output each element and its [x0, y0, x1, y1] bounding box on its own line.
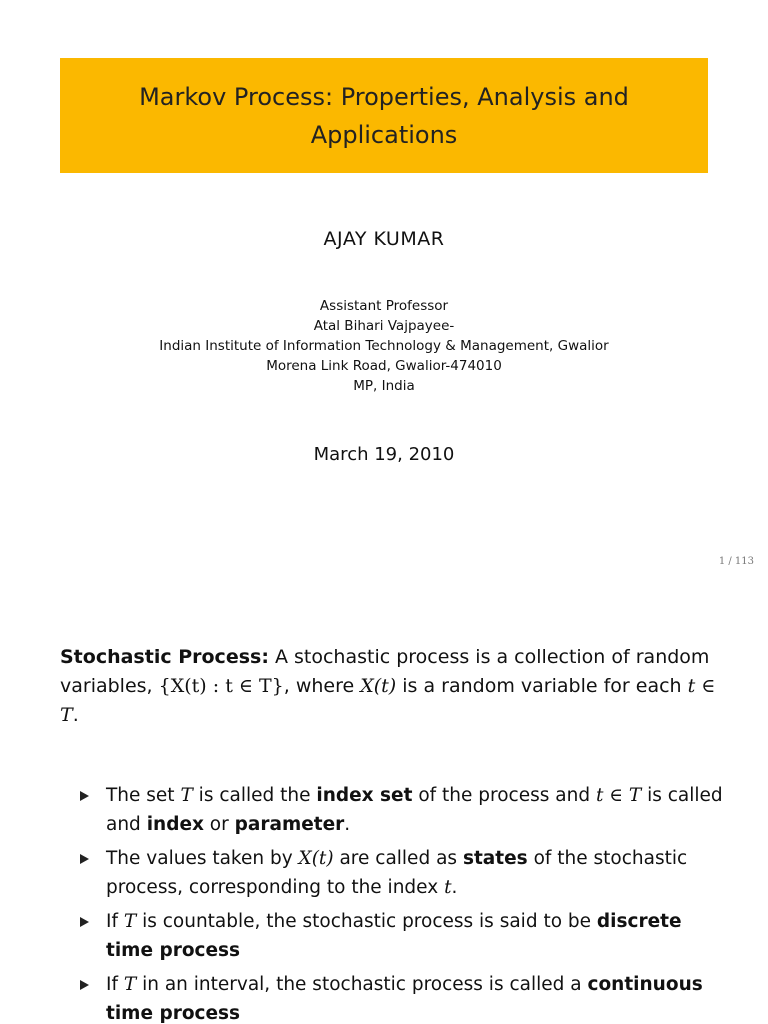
- affiliation-line: Atal Bihari Vajpayee-: [313, 318, 455, 334]
- title-banner: [60, 58, 708, 173]
- bullet-text: is called and: [106, 785, 723, 835]
- bullet-list: [78, 781, 728, 1024]
- affiliation-line: MP, India: [353, 378, 415, 394]
- definition-text: A stochastic process is a collection of random variables,: [60, 646, 710, 697]
- bold-term: parameter: [234, 814, 345, 835]
- math-expression: {X(t) : t ∈ T}: [158, 675, 284, 697]
- affiliation-line: Assistant Professor: [319, 298, 449, 314]
- math-expression: t ∈ T: [595, 785, 642, 806]
- definition-text: is a random variable for each: [396, 675, 688, 697]
- triangle-bullet-icon: [80, 791, 89, 801]
- bullet-item: [78, 781, 728, 839]
- math-expression: t: [444, 877, 452, 898]
- slide-title: Markov Process: Properties, Analysis and Applications: [139, 82, 629, 149]
- bullet-item: [78, 970, 728, 1024]
- bold-term: index set: [316, 785, 413, 806]
- definition-text: .: [72, 704, 79, 726]
- bold-term: states: [462, 848, 528, 869]
- bullet-text: .: [451, 877, 458, 898]
- math-expression: X(t): [298, 848, 334, 869]
- affiliation-line: Indian Institute of Information Technology & Management, Gwalior: [159, 338, 609, 354]
- bullet-text: If: [106, 911, 124, 932]
- bullet-text: or: [203, 814, 235, 835]
- math-expression: T: [123, 974, 137, 995]
- bullet-text: is called the: [192, 785, 317, 806]
- math-expression: t ∈ T: [60, 675, 716, 726]
- math-expression: T: [123, 911, 137, 932]
- page-number: 1 / 113: [718, 556, 754, 567]
- triangle-bullet-icon: [80, 980, 89, 990]
- math-expression: T: [180, 785, 193, 806]
- bullet-text: of the process and: [412, 785, 596, 806]
- bullet-text: .: [344, 814, 351, 835]
- bold-term: continuous time process: [106, 974, 703, 1024]
- author-name: AJAY KUMAR: [323, 228, 445, 250]
- bullet-text: of the stochastic process, corresponding to the index: [106, 848, 688, 898]
- bold-term: index: [146, 814, 204, 835]
- presentation-date: March 19, 2010: [313, 444, 455, 465]
- definition-slide: [0, 590, 768, 1024]
- affiliation-block: [0, 296, 768, 396]
- bullet-text: in an interval, the stochastic process is called a: [136, 974, 588, 995]
- bullet-text: The values taken by: [106, 848, 299, 869]
- triangle-bullet-icon: [80, 917, 89, 927]
- affiliation-line: Morena Link Road, Gwalior-474010: [266, 358, 502, 374]
- definition-paragraph: [60, 643, 720, 730]
- math-expression: X(t): [360, 675, 397, 697]
- bullet-item: [78, 907, 728, 965]
- definition-term: Stochastic Process:: [60, 646, 269, 668]
- bold-term: discrete time process: [106, 911, 682, 961]
- triangle-bullet-icon: [80, 854, 89, 864]
- bullet-text: The set: [106, 785, 181, 806]
- bullet-item: [78, 844, 728, 902]
- bullet-text: If: [106, 974, 124, 995]
- definition-text: , where: [283, 675, 361, 697]
- bullet-text: are called as: [333, 848, 463, 869]
- bullet-text: is countable, the stochastic process is said to be: [136, 911, 597, 932]
